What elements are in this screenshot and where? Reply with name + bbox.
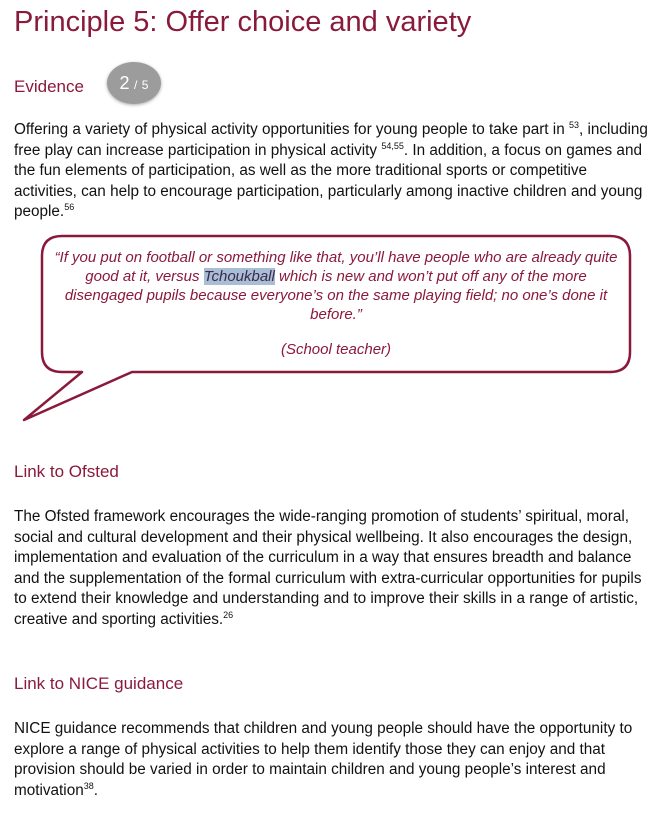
ofsted-heading: Link to Ofsted — [14, 462, 119, 481]
reference-26: 26 — [223, 609, 234, 620]
evidence-text-3: . In addition, a focus on games and the fun elements of participation, as well as the more traditional sports or competitive activities, can help to encourage participation, particularly among inactive children and young people. — [14, 141, 643, 220]
page-title: Principle 5: Offer choice and variety — [14, 6, 472, 38]
nice-text: NICE guidance recommends that children and young people should have the opportunity to explore a range of physical activities to help them identify those they can enjoy and that provision should be varied in order to maintain children and young people’s interest and motivation — [14, 720, 633, 799]
ofsted-text: The Ofsted framework encourages the wide-ranging promotion of students’ spiritual, moral, social and cultural development and their physical wellbeing. It also encourages the design, implementation and evaluation of the curriculum in a way that ensures breadth and balance and the supplementation of the formal curriculum with extra-curricular opportunities for pupils to extend their knowledge and understanding and to improve their skills in a range of artistic, creative and sporting activities. — [14, 508, 642, 628]
quote-text — [52, 248, 620, 324]
highlighted-word: Tchoukball — [203, 268, 275, 285]
reference-54-55: 54,55 — [381, 140, 404, 151]
evidence-text-2: , including free play can increase participation in physical activity — [14, 121, 648, 159]
nice-heading: Link to NICE guidance — [14, 674, 184, 693]
ofsted-paragraph — [14, 507, 654, 630]
quote-text-after: which is new and won’t put off any of the more disengaged pupils because everyone’s on the same playing field; no one’s done it before.” — [64, 268, 608, 323]
evidence-text-1: Offering a variety of physical activity opportunities for young people to take part in — [14, 121, 569, 138]
evidence-heading: Evidence — [14, 77, 84, 96]
reference-38: 38 — [83, 780, 94, 791]
nice-text-end: . — [93, 781, 98, 799]
page-total: 5 — [141, 78, 149, 92]
reference-56: 56 — [64, 201, 75, 212]
quote-attribution: (School teacher) — [280, 341, 392, 358]
reference-53: 53 — [568, 119, 579, 130]
page-current: 2 — [119, 73, 130, 93]
page-separator: / — [133, 78, 138, 92]
nice-paragraph — [14, 719, 654, 801]
quote-text-before: “If you put on football or something like that, you’ll have people who are already quite good at it, versus — [54, 249, 618, 285]
